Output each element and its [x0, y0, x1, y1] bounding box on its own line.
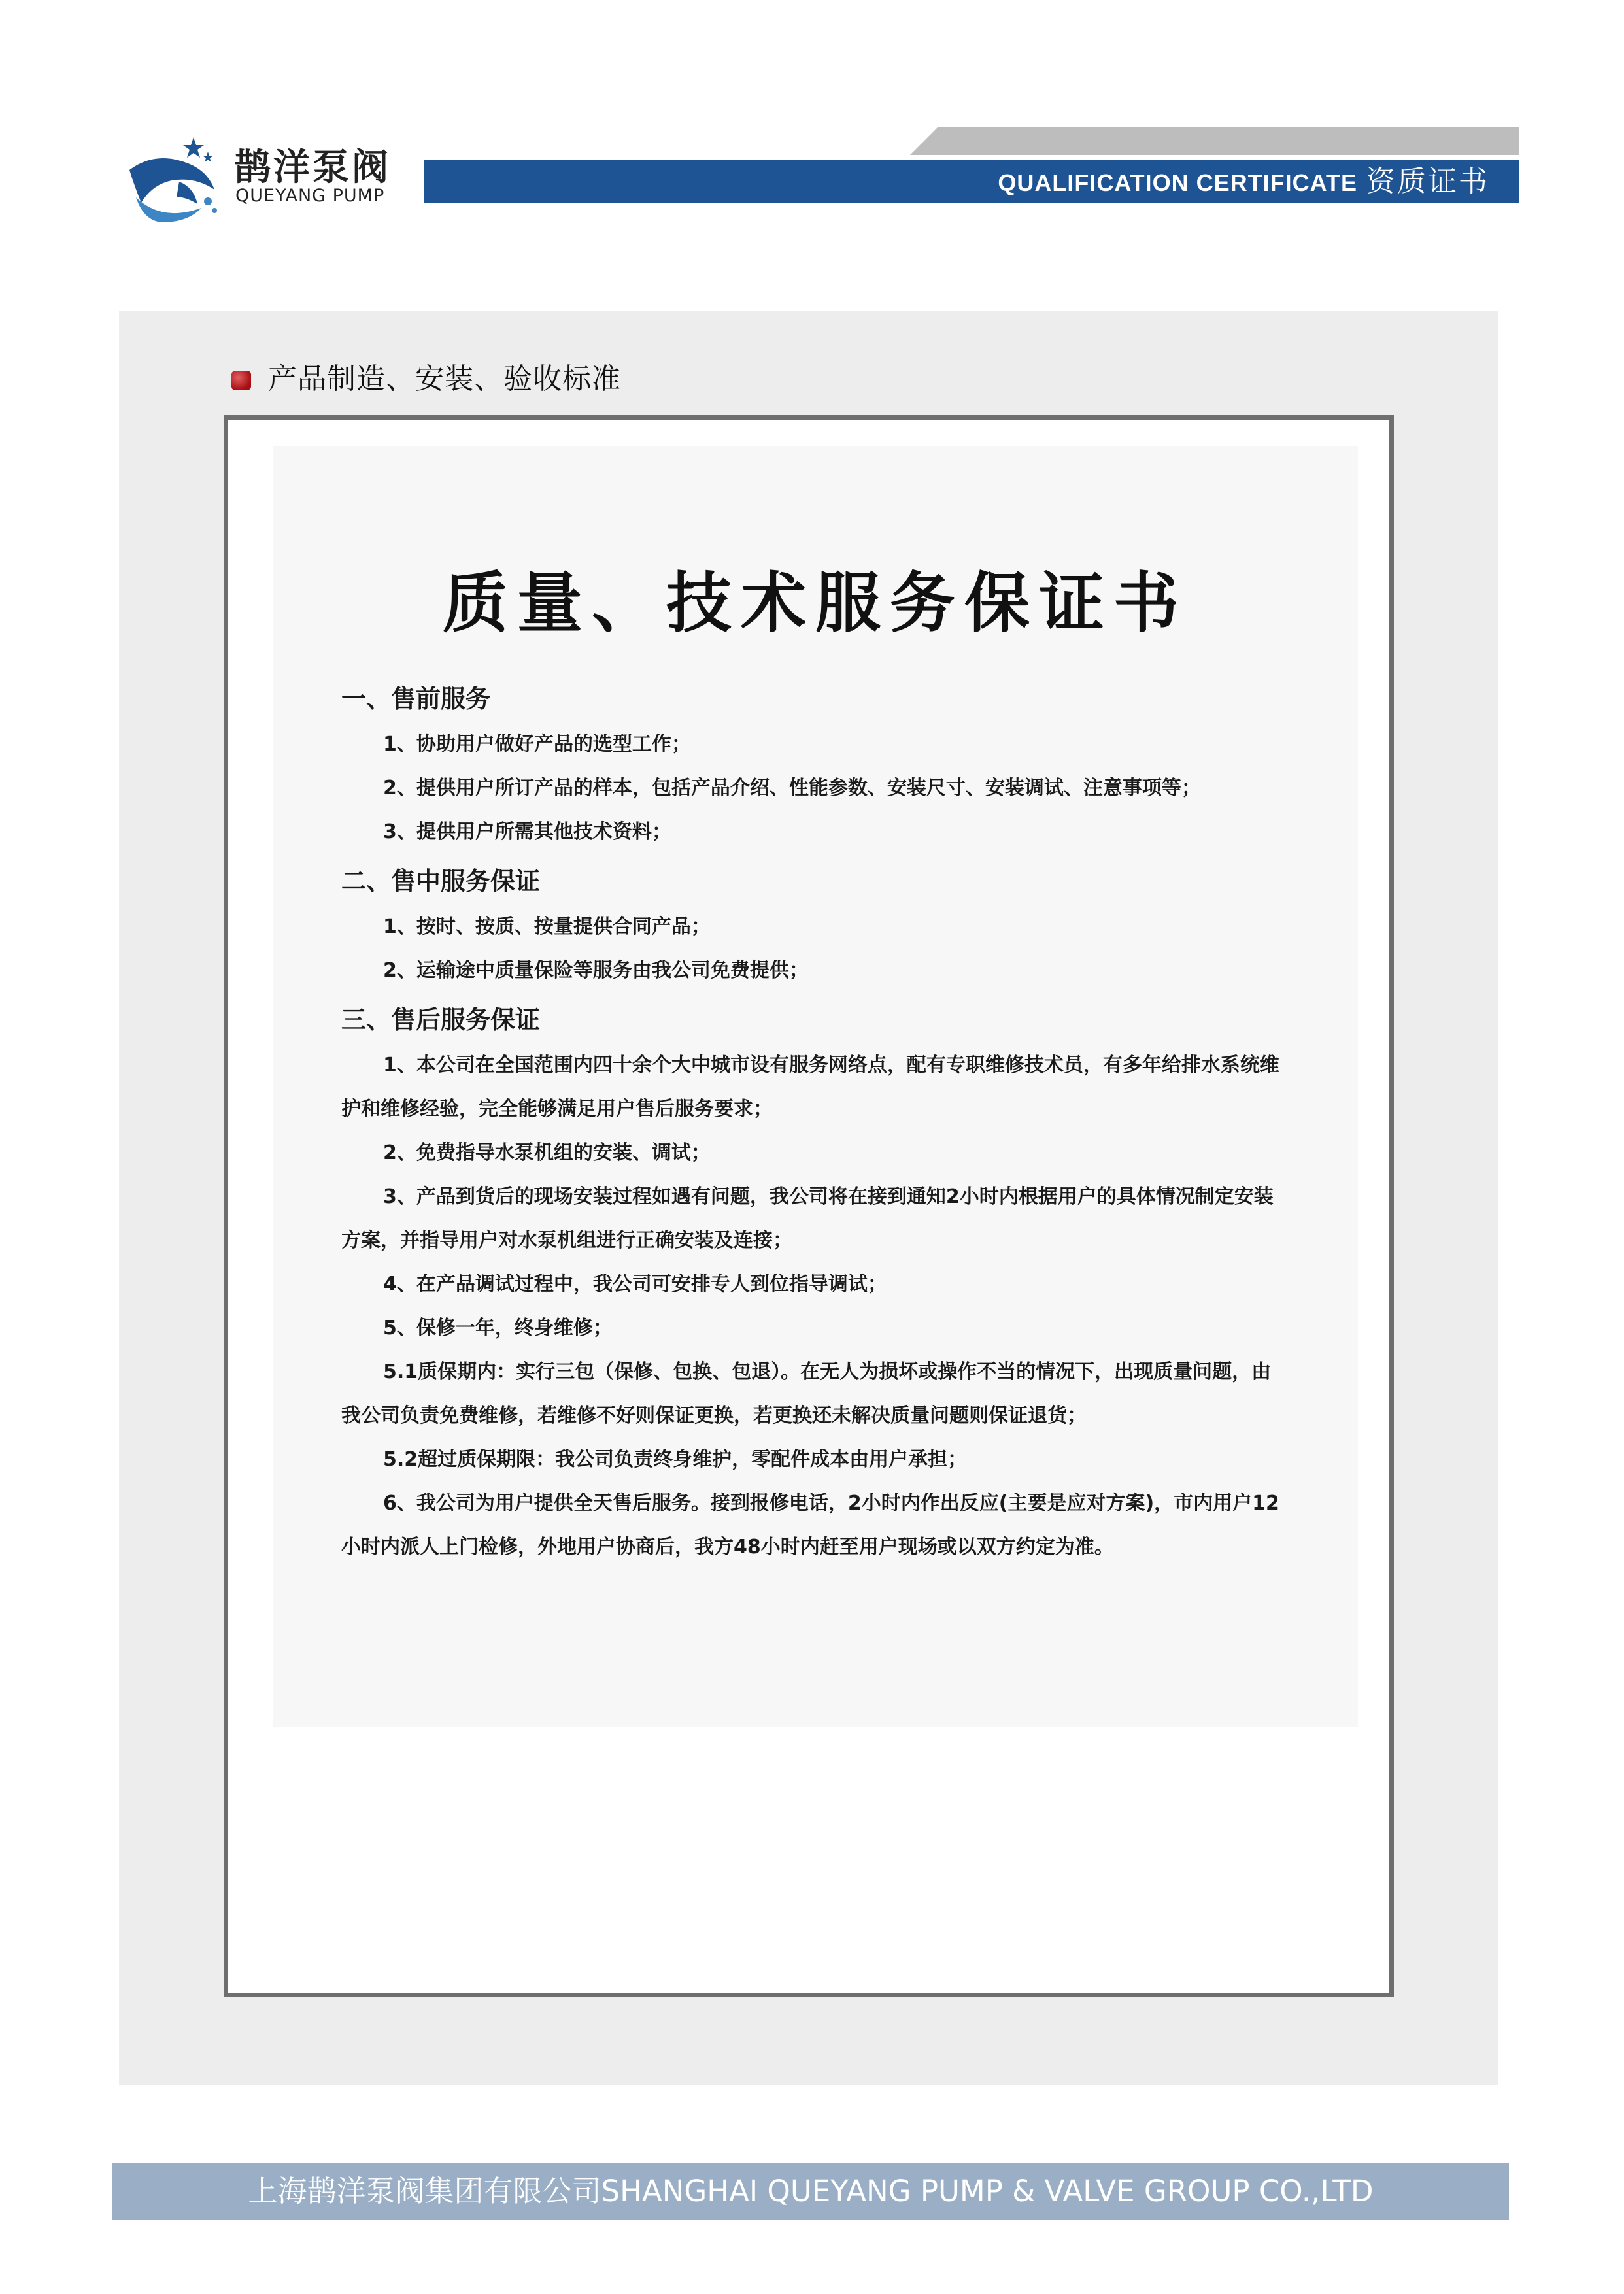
part-heading: 一、售前服务 [341, 684, 491, 713]
header-title-bar [424, 160, 1519, 203]
list-item: 2、运输途中质量保险等服务由我公司免费提供； [383, 959, 809, 982]
bullet-icon [231, 371, 251, 390]
certificate-body [341, 671, 1283, 1569]
list-item: 2、提供用户所订产品的样本，包括产品介绍、性能参数、安装尺寸、安装调试、注意事项等； [383, 777, 1201, 800]
list-item: 1、按时、按质、按量提供合同产品； [383, 915, 711, 938]
list-item: 6、我公司为用户提供全天售后服务。接到报修电话，2小时内作出反应(主要是应对方案)，市内用户12小时内派人上门检修，外地用户协商后，我方48小时内赶至用户现场或以双方约定为准。 [341, 1492, 1279, 1559]
list-item: 4、在产品调试过程中，我公司可安排专人到位指导调试； [383, 1273, 887, 1296]
part-heading: 三、售后服务保证 [341, 1005, 541, 1034]
part-heading: 二、售中服务保证 [341, 867, 541, 896]
list-item: 2、免费指导水泵机组的安装、调试； [383, 1141, 711, 1164]
section-title: 产品制造、安装、验收标准 [268, 362, 621, 396]
header-title-chinese: 资质证书 [1366, 165, 1489, 198]
footer-bar [112, 2163, 1509, 2220]
list-item: 1、协助用户做好产品的选型工作； [383, 733, 691, 756]
content-panel [119, 311, 1498, 2085]
header-title [998, 160, 1489, 203]
list-item: 1、本公司在全国范围内四十余个大中城市设有服务网络点，配有专职维修技术员，有多年给排水系统维护和维修经验，完全能够满足用户售后服务要求； [341, 1054, 1279, 1121]
footer-company-name: 上海鹊洋泵阀集团有限公司SHANGHAI QUEYANG PUMP & VALVE GROUP CO.,LTD [248, 2174, 1374, 2208]
certificate-frame [224, 415, 1394, 1997]
logo-chinese-name: 鹊洋泵阀 [234, 146, 391, 189]
certificate-title: 质量、技术服务保证书 [443, 564, 1188, 641]
list-item: 3、产品到货后的现场安装过程如遇有问题，我公司将在接到通知2小时内根据用户的具体情况制定安装方案，并指导用户对水泵机组进行正确安装及连接； [341, 1185, 1274, 1252]
header-title-english: QUALIFICATION CERTIFICATE [998, 169, 1357, 196]
logo-english-name: QUEYANG PUMP [235, 186, 385, 206]
list-item: 5.2超过质保期限：我公司负责终身维护，零配件成本由用户承担； [383, 1448, 968, 1471]
logo-emblem-icon [116, 124, 228, 229]
list-item: 3、提供用户所需其他技术资料； [383, 820, 671, 843]
company-logo [116, 124, 404, 229]
header-gray-band [910, 127, 1519, 155]
list-item: 5.1质保期内：实行三包（保修、包换、包退）。在无人为损坏或操作不当的情况下，出现质量问题，由我公司负责免费维修，若维修不好则保证更换，若更换还未解决质量问题则保证退货； [341, 1360, 1272, 1427]
certificate-scan [273, 446, 1358, 1727]
list-item: 5、保修一年，终身维修； [383, 1317, 613, 1340]
